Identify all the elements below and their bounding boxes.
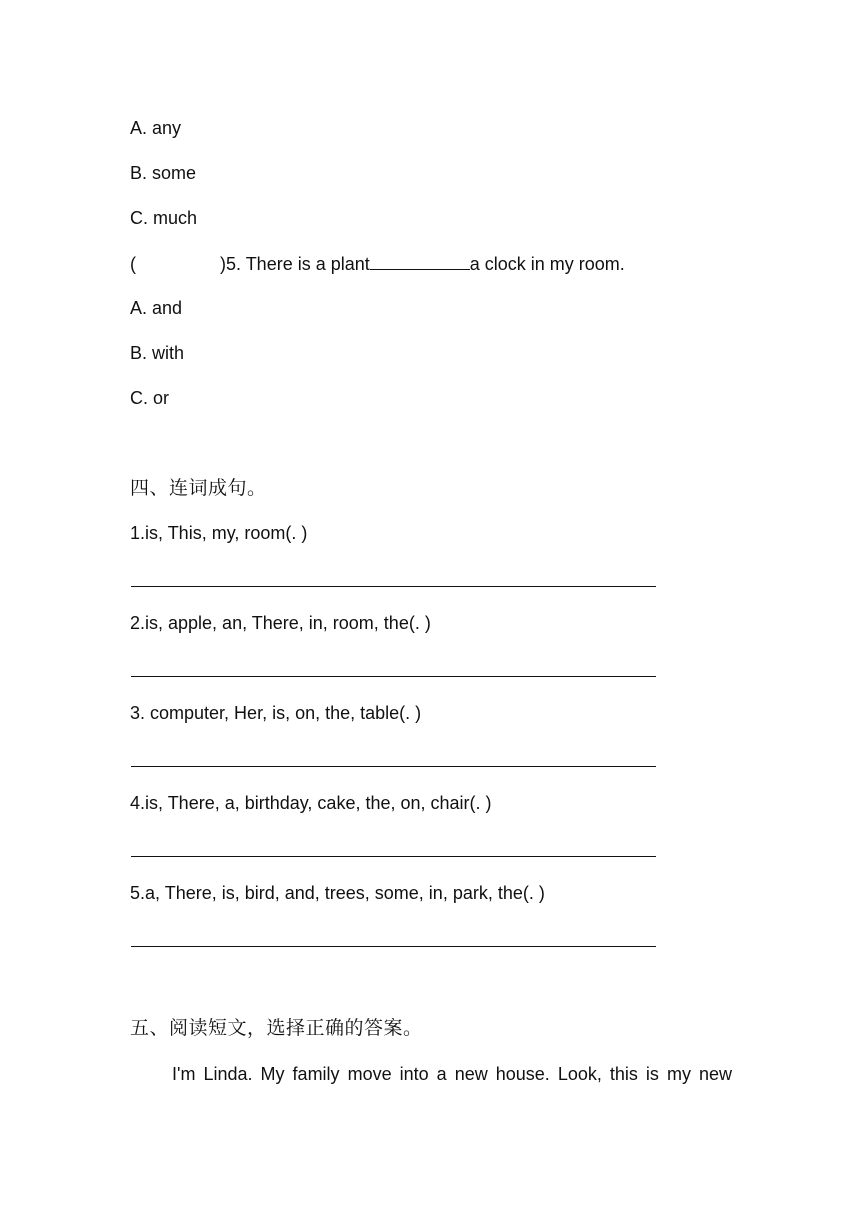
q5-text-prefix: 5. There is a plant [226,254,370,274]
answer-line-1[interactable] [131,586,656,587]
q4-option-b: B. some [130,163,197,183]
q4-option-c: C. much [130,208,198,228]
section-5-heading: 五、阅读短文，选择正确的答案。 [130,1017,423,1039]
reading-passage: I'm Linda. My family move into a new house. Look, this is my new [172,1064,732,1084]
q5-text-suffix: a clock in my room. [469,254,625,274]
answer-paren-close: ) [220,254,226,274]
section-4-heading: 四、连词成句。 [130,477,267,499]
answer-paren-open: ( [130,254,136,274]
sentence-item-4: 4.is, There, a, birthday, cake, the, on, chair(. ) [130,793,492,813]
sentence-item-3: 3. computer, Her, is, on, the, table(. ) [130,703,422,723]
answer-line-4[interactable] [131,856,656,857]
q5-fill-blank[interactable] [370,251,470,270]
sentence-item-2: 2.is, apple, an, There, in, room, the(. ) [130,613,431,633]
sentence-item-1: 1.is, This, my, room(. ) [130,523,308,543]
answer-line-2[interactable] [131,676,656,677]
q5-option-a: A. and [130,298,183,318]
q5-option-b: B. with [130,343,185,363]
answer-line-3[interactable] [131,766,656,767]
q4-option-a: A. any [130,118,182,138]
sentence-item-5: 5.a, There, is, bird, and, trees, some, in, park, the(. ) [130,883,545,903]
q5-option-c: C. or [130,388,170,408]
answer-line-5[interactable] [131,946,656,947]
q5-question [130,251,625,276]
